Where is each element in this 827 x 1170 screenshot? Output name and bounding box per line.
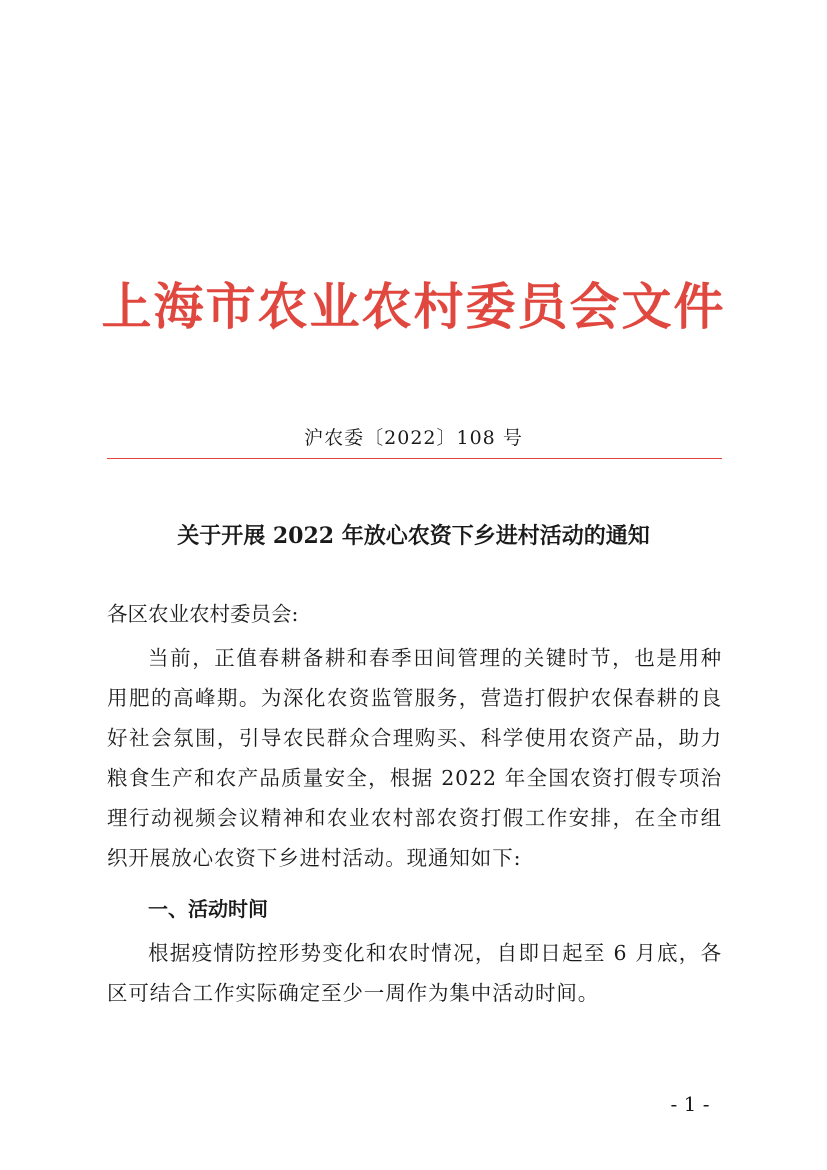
red-divider-line — [107, 458, 722, 459]
notice-title: 关于开展 2022 年放心农资下乡进村活动的通知 — [177, 523, 650, 549]
page-number: - 1 - — [670, 1092, 710, 1116]
section-paragraph: 根据疫情防控形势变化和农时情况，自即日起至 6 月底，各区可结合工作实际确定至少一周作为集中活动时间。 — [107, 941, 722, 1005]
salutation: 各区农业农村委员会: — [107, 602, 299, 626]
body-paragraph: 当前，正值春耕备耕和春季田间管理的关键时节，也是用种用肥的高峰期。为深化农资监管服务，营造打假护农保春耕的良好社会氛围，引导农民群众合理购买、科学使用农资产品，助力粮食生产和农产品质量安全，根据 2022 年全国农资打假专项治理行动视频会议精神和农业农村部农资打假工作安排，在全市组织开展放心农资下乡进村活动。现通知如下: — [107, 646, 722, 870]
masthead-title: 上海市农业农村委员会文件 — [101, 277, 726, 336]
section-heading-activity-time: 一、活动时间 — [148, 897, 268, 921]
document-number: 沪农委〔2022〕108 号 — [304, 427, 523, 449]
